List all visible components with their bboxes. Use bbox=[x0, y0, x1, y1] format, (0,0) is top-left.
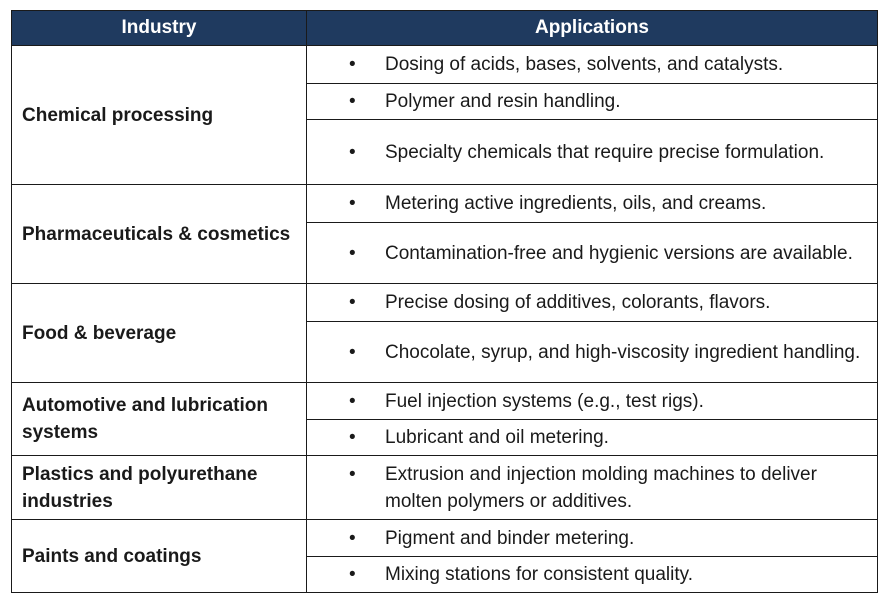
application-text: Metering active ingredients, oils, and creams. bbox=[385, 193, 767, 214]
table-row bbox=[12, 185, 878, 223]
bullet: • bbox=[349, 292, 356, 313]
industry-cell: Pharmaceuticals & cosmetics bbox=[12, 185, 307, 284]
application-text: Precise dosing of additives, colorants, flavors. bbox=[385, 292, 771, 313]
table-row bbox=[12, 456, 878, 520]
applications-header: Applications bbox=[307, 11, 878, 46]
bullet: • bbox=[349, 193, 356, 214]
table-row bbox=[12, 46, 878, 84]
industry-cell: Chemical processing bbox=[12, 46, 307, 185]
application-text: Fuel injection systems (e.g., test rigs). bbox=[385, 390, 704, 412]
bullet: • bbox=[349, 463, 356, 485]
application-text: Polymer and resin handling. bbox=[385, 91, 621, 112]
application-cell bbox=[307, 557, 878, 593]
bullet: • bbox=[349, 341, 356, 363]
header-row bbox=[12, 11, 878, 46]
application-text: Mixing stations for consistent quality. bbox=[385, 564, 694, 585]
table-row bbox=[12, 383, 878, 420]
application-text: Lubricant and oil metering. bbox=[385, 427, 609, 448]
bullet: • bbox=[349, 427, 356, 448]
application-cell bbox=[307, 284, 878, 322]
application-cell bbox=[307, 456, 878, 520]
industry-cell: Automotive and lubrication systems bbox=[12, 383, 307, 456]
bullet: • bbox=[349, 54, 356, 75]
industry-applications-table bbox=[11, 10, 878, 593]
application-cell bbox=[307, 46, 878, 84]
application-cell bbox=[307, 420, 878, 456]
table-row bbox=[12, 284, 878, 322]
application-text: Chocolate, syrup, and high-viscosity ingredient handling. bbox=[385, 341, 861, 363]
application-cell bbox=[307, 185, 878, 223]
application-text: Specialty chemicals that require precise formulation. bbox=[385, 141, 825, 163]
application-text: Contamination-free and hygienic versions are available. bbox=[385, 242, 853, 264]
application-cell bbox=[307, 383, 878, 420]
bullet: • bbox=[349, 242, 356, 264]
table-row bbox=[12, 520, 878, 557]
industry-cell: Plastics and polyurethane industries bbox=[12, 456, 307, 520]
application-cell bbox=[307, 120, 878, 185]
industry-cell: Paints and coatings bbox=[12, 520, 307, 593]
bullet: • bbox=[349, 390, 356, 412]
industry-cell: Food & beverage bbox=[12, 284, 307, 383]
bullet: • bbox=[349, 91, 356, 112]
application-cell bbox=[307, 322, 878, 383]
industry-header: Industry bbox=[12, 11, 307, 46]
application-text: Pigment and binder metering. bbox=[385, 527, 635, 549]
application-text: Extrusion and injection molding machines to deliver molten polymers or additives. bbox=[385, 463, 817, 512]
application-text: Dosing of acids, bases, solvents, and catalysts. bbox=[385, 54, 784, 75]
bullet: • bbox=[349, 527, 356, 549]
bullet: • bbox=[349, 564, 356, 585]
application-cell bbox=[307, 84, 878, 120]
application-cell bbox=[307, 520, 878, 557]
bullet: • bbox=[349, 141, 356, 163]
application-cell bbox=[307, 223, 878, 284]
